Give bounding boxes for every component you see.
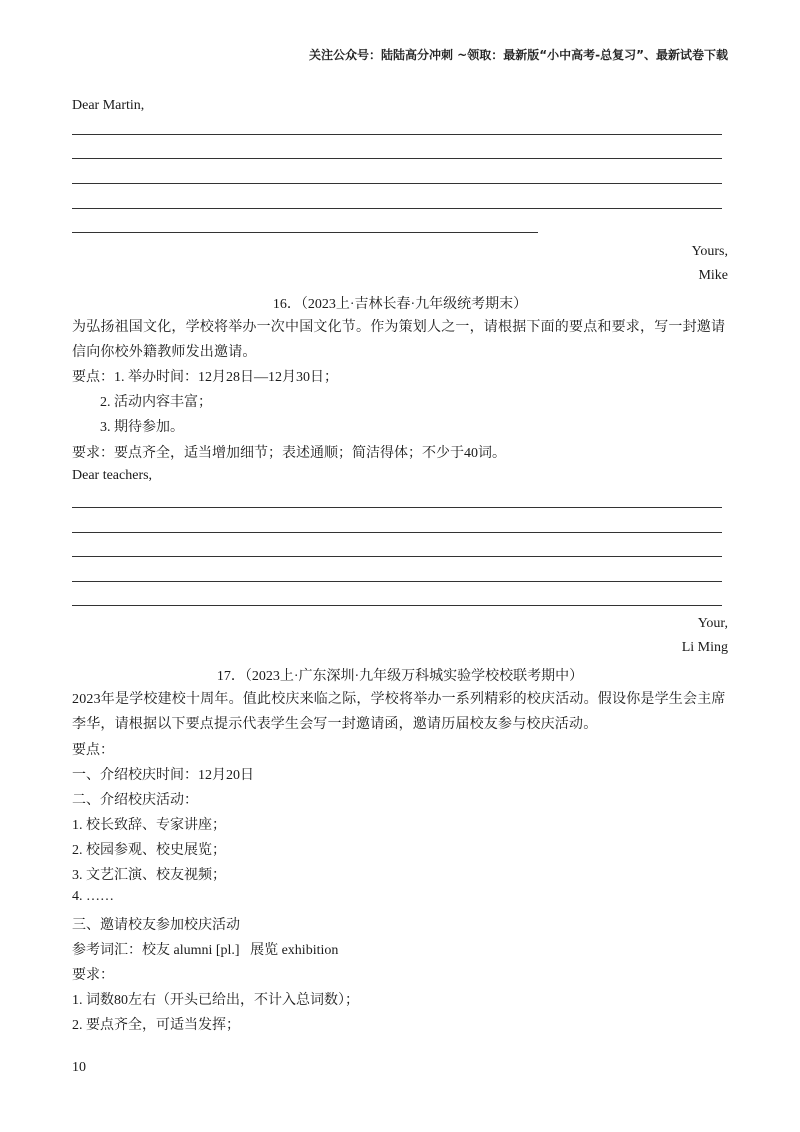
letter-greeting-teachers: Dear teachers, bbox=[72, 468, 153, 483]
writing-line[interactable] bbox=[72, 507, 722, 508]
question-17-title: 17．（2023上·广东深圳·九年级万科城实验学校校联考期中） bbox=[216, 669, 584, 684]
writing-line[interactable] bbox=[72, 556, 722, 557]
letter-closing: Yours, bbox=[691, 244, 728, 259]
question-17-requirement-1: 1. 词数80左右（开头已给出，不计入总词数）； bbox=[72, 993, 359, 1008]
question-17-requirements-label: 要求： bbox=[72, 968, 114, 983]
question-17-activity-3: 3. 文艺汇演、校友视频； bbox=[72, 868, 226, 883]
writing-line[interactable] bbox=[72, 208, 722, 209]
question-17-vocabulary: 参考词汇：校友 alumni [pl.] 展览 exhibition bbox=[72, 943, 339, 958]
question-16-point-1: 要点：1. 举办时间：12月28日—12月30日； bbox=[72, 370, 338, 385]
question-16-title: 16．（2023上·吉林长春·九年级统考期末） bbox=[272, 297, 528, 312]
question-17-point-2: 二、介绍校庆活动： bbox=[72, 793, 198, 808]
page-number: 10 bbox=[72, 1060, 86, 1075]
question-17-activity-4: 4. …… bbox=[72, 889, 114, 904]
writing-line[interactable] bbox=[72, 134, 722, 135]
question-17-requirement-2: 2. 要点齐全，可适当发挥； bbox=[72, 1018, 240, 1033]
question-17-points-label: 要点： bbox=[72, 743, 114, 758]
question-16-requirements: 要求：要点齐全，适当增加细节；表述通顺；简洁得体；不少于40词。 bbox=[72, 446, 506, 461]
writing-line[interactable] bbox=[72, 232, 538, 233]
question-17-point-3: 三、邀请校友参加校庆活动 bbox=[72, 918, 240, 933]
question-16-point-3: 3. 期待参加。 bbox=[100, 420, 184, 435]
writing-line[interactable] bbox=[72, 158, 722, 159]
question-17-activity-1: 1. 校长致辞、专家讲座； bbox=[72, 818, 226, 833]
writing-line[interactable] bbox=[72, 183, 722, 184]
writing-line[interactable] bbox=[72, 532, 722, 533]
question-16-intro: 为弘扬祖国文化，学校将举办一次中国文化节。作为策划人之一，请根据下面的要点和要求，写一封邀请信向你校外籍教师发出邀请。 bbox=[72, 320, 726, 360]
question-17-intro: 2023年是学校建校十周年。值此校庆来临之际，学校将举办一系列精彩的校庆活动。假设你是学生会主席李华，请根据以下要点提示代表学生会写一封邀请函，邀请历届校友参与校庆活动。 bbox=[72, 692, 726, 732]
letter-signature: Mike bbox=[698, 268, 728, 283]
question-17-point-1: 一、介绍校庆时间：12月20日 bbox=[72, 768, 254, 783]
letter-greeting-martin: Dear Martin, bbox=[72, 98, 145, 113]
question-17-activity-2: 2. 校园参观、校史展览； bbox=[72, 843, 226, 858]
question-16-point-2: 2. 活动内容丰富； bbox=[100, 395, 212, 410]
letter-closing: Your, bbox=[697, 616, 728, 631]
letter-signature: Li Ming bbox=[681, 640, 728, 655]
writing-line[interactable] bbox=[72, 605, 722, 606]
page-header: 关注公众号：陆陆高分冲刺 ~领取：最新版“小中高考-总复习”、最新试卷下载 bbox=[309, 48, 728, 62]
writing-line[interactable] bbox=[72, 581, 722, 582]
